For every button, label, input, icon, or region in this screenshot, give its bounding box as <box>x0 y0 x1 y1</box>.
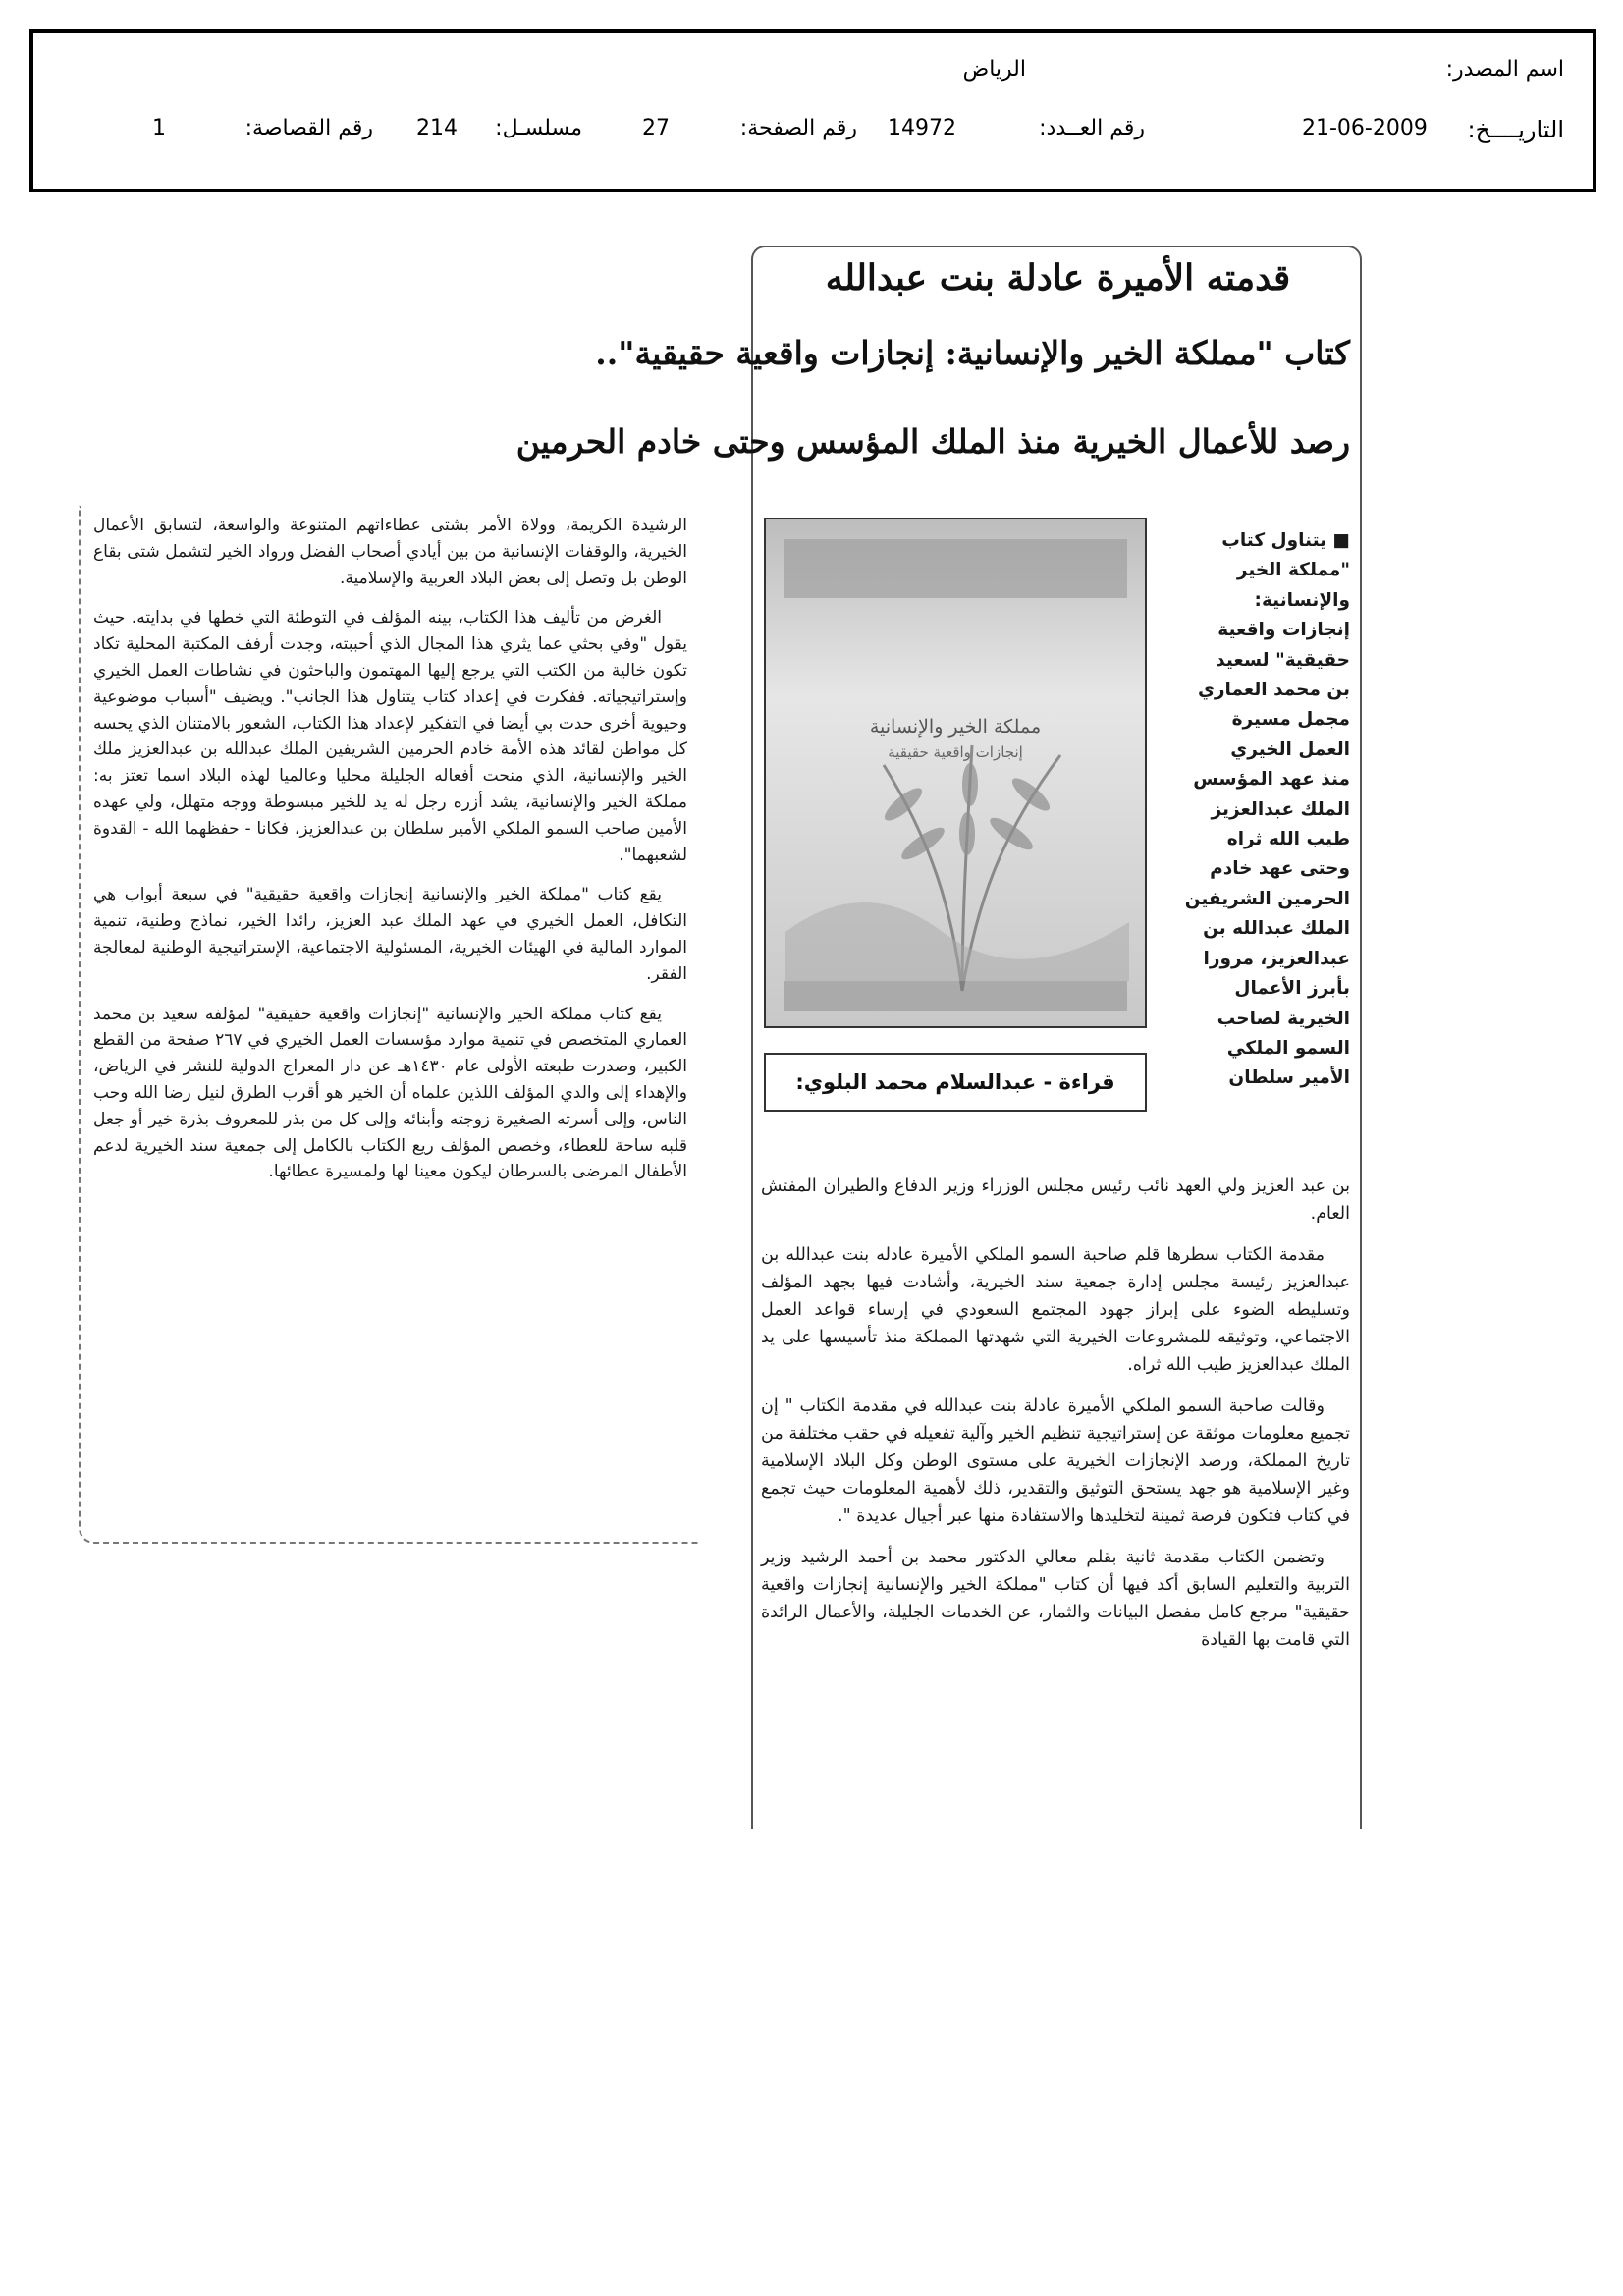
book-cover-photo <box>764 518 1147 1028</box>
article-kicker: قدمته الأميرة عادلة بنت عبدالله <box>825 257 1291 299</box>
narrow-column-line: والإنسانية: <box>1254 589 1350 611</box>
left-col-paragraph-2: الغرض من تأليف هذا الكتاب، بينه المؤلف في التوطئة التي خطها في بدايته. حيث يقول "وفي بحثي عما يثري هذا المجال الذي أحببته، وجدت أرفف المكتبة المحلية تكاد تكون خالية من الكتب التي يرجع إليها المهتمون والباحثون في نشاطات العمل الخيري وإستراتيجياته. ففكرت في إعداد كتاب يتناول هذا الجانب". ويضيف "أسباب موضوعية وحيوية أخرى حدت بي أيضا في التفكير لإعداد هذا الكتاب، الشعور بالامتنان الذي يحسه كل مواطن لقائد هذه الأمة خادم الحرمين الشريفين الملك عبدالله بن عبدالعزيز ملك الخير والإنسانية، الذي منحت أفعاله الجليلة محليا وعالميا لهذه البلاد اسما تعتز به: مملكة الخير والإنسانية، يشد أزره رجل له يد للخير مبسوطة ووجه متهلل، ولي عهده الأمين صاحب السمو الملكي الأمير سلطان بن عبدالعزيز، فكانا - حفظهما الله - القدوة لشعبهما". <box>93 608 687 865</box>
right-col-paragraph-3: وتضمن الكتاب مقدمة ثانية بقلم معالي الدكتور محمد بن أحمد الرشيد وزير التربية والتعليم السابق أكد فيها أن كتاب "مملكة الخير والإنسانية إنجازات واقعية حقيقية" مرجع كامل مفصل البيانات والثمار، عن الخدمات الجليلة، والأعمال الرائدة التي قامت بها القيادة <box>761 1548 1350 1650</box>
photo-caption-byline: قراءة - عبدالسلام محمد البلوي: <box>764 1053 1147 1112</box>
left-text-column <box>93 513 687 1199</box>
left-col-paragraph-3: يقع كتاب "مملكة الخير والإنسانية إنجازات واقعية حقيقية" في سبعة أبواب هي التكافل، العمل الخيري في عهد الملك عبد العزيز، رائدا الخير، نماذج وطنية، تنمية الموارد المالية في الهيئات الخيرية، المسئولية الاجتماعية، الإستراتيجية الوطنية لمعالجة الفقر. <box>93 885 687 984</box>
clipping-header-box <box>29 29 1596 192</box>
date-label: التاريــــخ: <box>1467 116 1564 143</box>
narrow-column-line: السمو الملكي <box>1226 1037 1350 1059</box>
narrow-column-line: الأمير سلطان <box>1228 1067 1350 1089</box>
narrow-column-line: العمل الخيري <box>1230 738 1350 760</box>
narrow-column-line: طيب الله ثراه <box>1226 829 1350 850</box>
narrow-column-line: الحرمين الشريفين <box>1184 888 1350 909</box>
clip-value: 1 <box>152 116 166 140</box>
issue-label: رقم العــدد: <box>1039 116 1145 140</box>
narrow-column-line: ■ يتناول كتاب <box>1221 530 1350 551</box>
book-cover-subtitle: إنجازات واقعية حقيقية <box>888 743 1023 761</box>
right-col-continuation: بن عبد العزيز ولي العهد نائب رئيس مجلس الوزراء وزير الدفاع والطيران المفتش العام. <box>761 1176 1350 1224</box>
article-headline-line1: كتاب "مملكة الخير والإنسانية: إنجازات واقعية حقيقية".. <box>595 334 1350 372</box>
right-col-paragraph-2: وقالت صاحبة السمو الملكي الأميرة عادلة بنت عبدالله في مقدمة الكتاب " إن تجميع معلومات موثقة عن إستراتيجية تنظيم الخير وآلية تفعيله في حقب مختلفة من تاريخ المملكة، ورصد الإنجازات الخيرية على مستوى الوطن وكل البلاد الإسلامية وغير الإسلامية هو جهد يستحق التوثيق والتقدير، ذلك لأهمية المعلومات حيث تجمع في كتاب فتكون فرصة ثمينة لتخليدها والاستفادة منها عبر أجيال عديدة ". <box>761 1396 1350 1526</box>
narrow-column-line: "مملكة الخير <box>1236 560 1350 581</box>
date-value: 21-06-2009 <box>1302 116 1428 140</box>
narrow-column-line: الملك عبدالعزيز <box>1211 798 1350 820</box>
article-headline-line2: رصد للأعمال الخيرية منذ الملك المؤسس وحتى خادم الحرمين <box>515 422 1350 461</box>
right-text-column <box>761 1173 1350 1667</box>
book-cover-illustration <box>766 519 1145 1026</box>
book-cover-title: مملكة الخير والإنسانية <box>869 716 1042 738</box>
serial-value: 214 <box>416 116 458 140</box>
left-col-paragraph-1: الرشيدة الكريمة، وولاة الأمر بشتى عطاءاتهم المتنوعة والواسعة، لتسابق الأعمال الخيرية، والوقفات الإنسانية من بين أيادي أصحاب الفضل ورواد الخير لتشمل شتى بقاع الوطن بل وتصل إلى بعض البلاد العربية والإسلامية. <box>93 516 687 588</box>
narrow-column-line: حقيقية" لسعيد <box>1216 649 1350 671</box>
narrow-column-line: الخيرية لصاحب <box>1217 1008 1350 1029</box>
serial-label: مسلسـل: <box>495 116 582 140</box>
narrow-column-line: وحتى عهد خادم <box>1210 858 1350 880</box>
narrow-text-column <box>1159 526 1350 1094</box>
page-label: رقم الصفحة: <box>739 116 857 140</box>
narrow-column-line: مجمل مسيرة <box>1231 709 1350 731</box>
left-col-paragraph-4: يقع كتاب مملكة الخير والإنسانية "إنجازات واقعية حقيقية" لمؤلفه سعيد بن محمد العماري المتخصص في تنمية موارد مؤسسات العمل الخيري في ٢٦٧ صفحة من القطع الكبير، وصدرت طبعته الأولى عام ١٤٣٠هـ عن دار المعراج الدولية للنشر في الرياض، والإهداء إلى والدي المؤلف اللذين علماه أن الخير هو أقرب الطرق لنيل رضا الله وحب الناس، وإلى أسرته الصغيرة زوجته وأبنائه وإلى كل من بذر للمعروف بذرة خير أو جعل قلبه ساحة للعطاء، وخصص المؤلف ريع الكتاب بالكامل إلى جمعية سند الخيرية لدعم الأطفال المرضى بالسرطان ليكون معينا لها ولمسيرة عطائها. <box>93 1004 687 1182</box>
narrow-column-line: الملك عبدالله بن <box>1203 918 1350 940</box>
source-value: الرياض <box>962 57 1026 82</box>
page-value: 27 <box>642 116 670 140</box>
issue-value: 14972 <box>888 116 956 140</box>
narrow-column-line: عبدالعزيز، مرورا <box>1203 948 1350 969</box>
source-label: اسم المصدر: <box>1445 57 1564 82</box>
narrow-column-line: إنجازات واقعية <box>1217 620 1350 641</box>
narrow-column-line: منذ عهد المؤسس <box>1193 769 1350 791</box>
narrow-column-line: بأبرز الأعمال <box>1234 978 1350 1000</box>
right-col-paragraph-1: مقدمة الكتاب سطرها قلم صاحبة السمو الملكي الأميرة عادله بنت عبدالله بن عبدالعزيز رئيسة مجلس إدارة جمعية سند الخيرية، وأشادت فيها بجهد المؤلف وتسليطه الضوء على إبراز جهود المجتمع السعودي في إرساء قواعد العمل الاجتماعي، وتوثيقه للمشروعات الخيرية التي شهدتها المملكة منذ تأسيسها على يد الملك عبدالعزيز طيب الله ثراه. <box>761 1245 1350 1375</box>
clip-label: رقم القصاصة: <box>244 116 373 140</box>
narrow-column-line: بن محمد العماري <box>1197 680 1350 701</box>
